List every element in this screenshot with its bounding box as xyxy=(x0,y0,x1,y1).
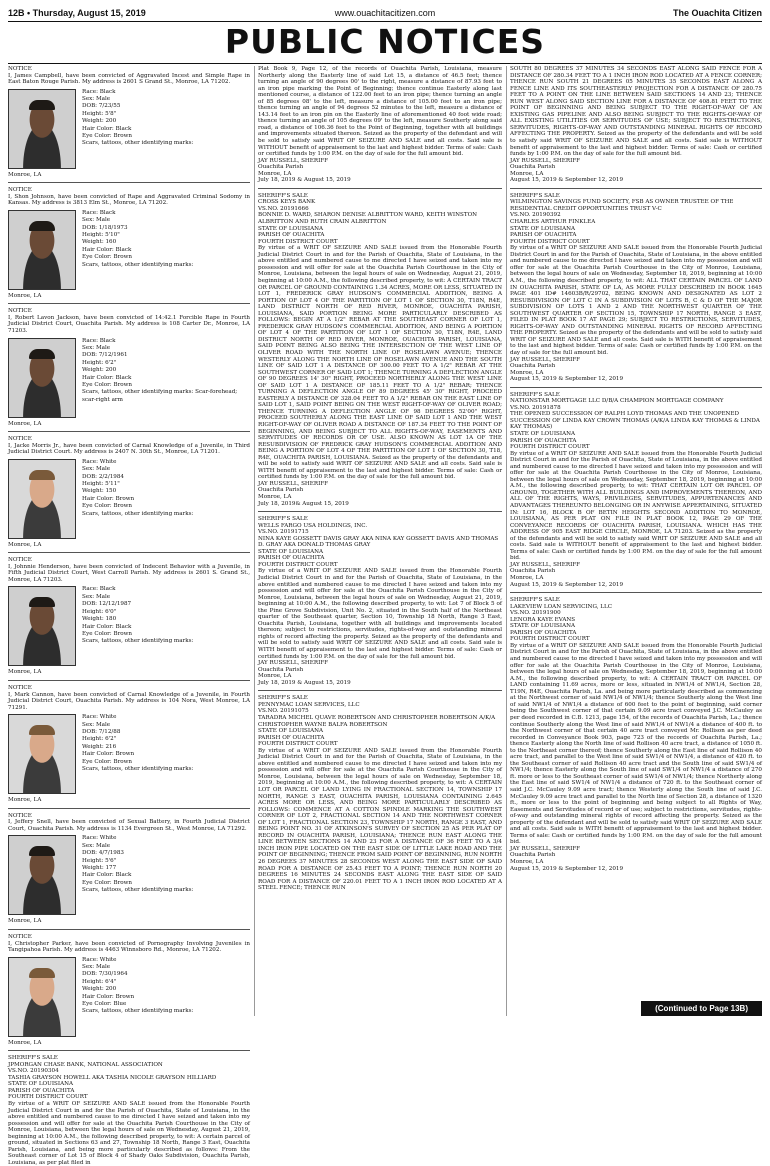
column-3 xyxy=(510,66,762,996)
attribute-line: Eye Color: Brown xyxy=(82,630,133,637)
sale-body: By virtue of a WRIT OF SEIZURE AND SALE issued from the Honorable Fourth Judicial District Court in and for the Parish of Ouachita, State of Louisiana, in the above entitled and numbered cause to me directed I have seized and taken into my possession and will offer for sale at the Ouachita Parish Courthouse in the City of Monroe, Louisiana, between the legal hours of sale on Wednesday, August 21, 2019, beginning at 10:00 A.M., the following described property, to wit: Lot 7 of Block 5 of the Pine Grove Subdivision, Unit No. 2, situated in the South half of the Northeast quarter of the Southeast quarter, Section 10, Township 18 North, Range 3 East, Ouachita Parish, Louisiana, together with all buildings and improvements located thereon; subject to restrictions, servitudes, rights-of-way and outstanding mineral rights of record affecting the property. Seized as the property of the defendants and will be sold to satisfy said WRIT OF SEIZURE AND SALE and all costs. Said sale is WITH benefit of appraisement to the last and highest bidder. Terms of sale: Cash or certified funds by 1:00 P.M. on the day of sale for the full amount bid. xyxy=(258,568,502,660)
sale-heading-line: STATE OF LOUISIANA xyxy=(510,225,576,232)
divider xyxy=(510,592,762,593)
signature-line: Monroe, LA xyxy=(510,575,544,582)
sale-heading-line: STATE OF LOUISIANA xyxy=(510,430,576,437)
sale-body: SOUTH 80 DEGREES 37 MINUTES 34 SECONDS EAST ALONG SAID FENCE FOR A DISTANCE OF 280.34 FEET TO A 1 INCH IRON ROD LOCATED AT A FENCE CORNER; THENCE RUN SOUTH 21 DEGREES 05 MINUTES 35 SECONDS EAST ALONG A FENCE LINE AND ITS SOUTHEASTERLY PROJECTION FOR A DISTANCE OF 280.75 FEET TO A POINT ON THE LINE BETWEEN SAID SECTIONS 14 AND 23; THENCE RUN WEST ALONG SAID SECTION LINE FOR A DISTANCE OF 408.81 FEET TO THE POINT OF BEGINNING AND BEING SUBJECT TO THE RIGHT-OF-WAY OF AN EXISTING GAS PIPELINE AND ALSO BEING SUBJECT TO THE RIGHTS-OF-WAY OF ALL EXISTING UTILITIES OR SERVITUDES OF USE; SUBJECT TO RESTRICTIONS, SERVITUDES, RIGHTS-OF-WAY AND OUTSTANDING MINERAL RIGHTS OF RECORD AFFECTING THE PROPERTY. Seized as the property of the defendants and will be sold to satisfy said WRIT OF SEIZURE AND SALE and all costs. Said sale is WITHOUT benefit of appraisement to the last and highest bidder. Terms of sale: Cash or certified funds by 1:00 P.M. on the day of sale for the full amount bid. xyxy=(510,66,762,158)
sale-heading-line: SHERIFF'S SALE xyxy=(258,516,308,523)
sale-heading-line: VS.NO. 20190392 xyxy=(510,212,561,219)
sale-heading-line: VS.NO. 20191075 xyxy=(258,708,309,715)
offender-photo xyxy=(8,89,76,169)
notice-text: I, Christopher Parker, have been convicted of Pornography Involving Juveniles in Tangipahoa Parish. My address is 4463 Winnsboro Rd., Monroe, LA 71202. xyxy=(8,940,250,954)
attribute-line: Weight: 180 xyxy=(82,616,117,623)
sale-heading-line: TASHIA GRAYSON HOWELL AKA TASHIA NICOLE GRAYSON HILLIARD xyxy=(8,1074,217,1081)
signature-line: JAY RUSSELL, SHERIFF xyxy=(510,157,581,164)
attribute-line: Race: Black xyxy=(82,337,116,344)
attribute-line: Eye Color: Brown xyxy=(82,254,133,261)
sale-heading-line: VS.NO. 20191900 xyxy=(510,610,561,617)
offender-notice xyxy=(8,685,250,804)
signature-line: Monroe, LA xyxy=(510,858,544,865)
attribute-line: Scars, tattoos, other identifying marks: xyxy=(82,887,194,894)
offender-description xyxy=(8,835,250,915)
sale-heading-line: LAKEVIEW LOAN SERVICING, LLC xyxy=(510,603,612,610)
sale-heading-line: STATE OF LOUISIANA xyxy=(258,225,324,232)
offender-photo xyxy=(8,714,76,794)
continued-label: (Continued to Page 13B) xyxy=(641,1001,762,1016)
attribute-line: Eye Color: Brown xyxy=(82,133,133,140)
offender-description xyxy=(8,338,250,418)
attribute-line: Height: 5'8" xyxy=(82,110,117,117)
divider xyxy=(8,182,250,183)
signature-line: JAY RUSSELL, SHERIFF xyxy=(510,356,581,363)
offender-location: Monroe, LA xyxy=(8,171,42,178)
signature-line: Ouachita Parish xyxy=(510,852,556,859)
sale-heading-line: SHERIFF'S SALE xyxy=(258,695,308,702)
photo-hair xyxy=(29,470,55,480)
attribute-line: Weight: 150 xyxy=(82,488,117,495)
attribute-line: Height: 6'4" xyxy=(82,978,117,985)
offender-attributes xyxy=(82,957,193,1037)
sale-heading-line: VS.NO. 20191666 xyxy=(258,205,309,212)
attribute-line: Race: White xyxy=(82,458,117,465)
divider xyxy=(258,188,502,189)
sale-heading-line: SHERIFF'S SALE xyxy=(510,597,560,604)
notice-heading: NOTICE xyxy=(8,436,32,443)
signature-line: August 15, 2019 & September 12, 2019 xyxy=(510,581,624,588)
photo-hair xyxy=(29,725,55,735)
sale-heading-line: PARISH OF OUACHITA xyxy=(510,629,577,636)
attribute-line: Sex: Male xyxy=(82,721,111,728)
divider xyxy=(8,431,250,432)
sale-heading-line: STATE OF LOUISIANA xyxy=(510,623,576,630)
attribute-line: Height: 6'0" xyxy=(82,608,117,615)
sale-heading-line: PARISH OF OUACHITA xyxy=(510,232,577,239)
notice-heading: NOTICE xyxy=(8,187,32,194)
attribute-line: Weight: 200 xyxy=(82,118,117,125)
attribute-line: DOB: 7/30/1964 xyxy=(82,971,128,978)
sale-heading-line: VS.NO. 20191715 xyxy=(258,529,309,536)
sale-heading-line: VS.NO. 20190304 xyxy=(8,1068,59,1075)
attribute-line: Race: White xyxy=(82,956,117,963)
offender-notice xyxy=(8,187,250,299)
notice-text: I, Johnnie Henderson, have been convicted of Indecent Behavior with a Juvenile, in Fifth Judicial District Court, West Carroll Parish. My address is 2601 S. Grand St., Monroe, LA 71203. xyxy=(8,563,250,583)
attribute-line: Sex: Male xyxy=(82,842,111,849)
sale-heading-line: SHERIFF'S SALE xyxy=(8,1055,58,1062)
notice-heading: NOTICE xyxy=(8,66,32,72)
offender-location: Monroe, LA xyxy=(8,797,42,804)
signature-line: Ouachita Parish xyxy=(510,568,556,575)
divider xyxy=(510,387,762,388)
divider xyxy=(8,552,250,553)
sale-body: By virtue of a WRIT OF SEIZURE AND SALE issued from the Honorable Fourth Judicial District Court in and for the Parish of Ouachita, State of Louisiana, in the above entitled and numbered cause to me directed I have seized and taken into my possession and will offer for sale at the Ouachita Parish Courthouse in the City of Monroe, Louisiana, between the legal hours of sale on Wednesday, September 18, 2019, beginning at 10:00 A.M., the following described property, to wit: THAT CERTAIN LOT OR PARCEL OF GROUND, TOGETHER WITH ALL BUILDINGS AND IMPROVEMENTS THEREON, AND ALL OF THE RIGHTS, WAYS, PRIVILEGES, SERVITUDES, APPURTENANCES AND ADVANTAGES THEREUNTO BELONGING OR IN ANYWISE APPERTAINING, SITUATED IN: LOT 16, BLOCK B OF BETIN HEIGHTS SECOND ADDITION TO MONROE, LOUISIANA, AS PER PLAT ON FILE IN PLAT BOOK 12, PAGE 29 OF THE CONVEYANCE RECORDS OF OUACHITA PARISH, LOUISIANA. WHICH HAS THE ADDRESS OF 905 EAST RIDGE CIRCLE, MONROE, LA 71203. Seized as the property of the defendants and will be sold to satisfy said WRIT OF SEIZURE AND SALE and all costs. Said sale is WITHOUT benefit of appraisement to the last and highest bidder. Terms of sale: Cash or certified funds by 1:00 P.M. on the day of sale for the full amount bid. xyxy=(510,450,762,562)
signature-line: JAY RUSSELL, SHERIFF xyxy=(510,561,581,568)
attribute-line: Race: Black xyxy=(82,586,116,593)
offender-location: Monroe, LA xyxy=(8,918,42,925)
notice-text: I, James Campbell, have been convicted of Aggravated Incest and Simple Rape in East Baton Rouge Parish. My address is 2601 S Grand St., Monroe, LA 71202. xyxy=(8,72,250,86)
offender-attributes xyxy=(82,89,193,169)
offender-notice xyxy=(8,308,250,427)
offender-location: Monroe, LA xyxy=(8,541,42,548)
attribute-line: Hair Color: Black xyxy=(82,623,132,630)
notice-heading: NOTICE xyxy=(8,812,32,819)
sheriff-sale-notice xyxy=(258,66,502,184)
signature-line: JAY RUSSELL, SHERIFF xyxy=(258,480,329,487)
divider xyxy=(510,188,762,189)
notice-heading: NOTICE xyxy=(8,685,32,692)
offender-photo xyxy=(8,586,76,666)
signature-line: August 15, 2019 & September 12, 2019 xyxy=(510,177,624,184)
offender-photo xyxy=(8,459,76,539)
offender-description xyxy=(8,89,250,169)
sale-heading-line: FOURTH DISTRICT COURT xyxy=(258,741,338,748)
sale-heading xyxy=(8,1055,250,1101)
attribute-line: Scars, tattoos, other identifying marks: xyxy=(82,261,194,268)
attribute-line: Eye Color: Brown xyxy=(82,382,133,388)
sale-heading-line: CHARLES ARTHUR FINKLEA xyxy=(510,219,596,226)
attribute-line: Height: 6'2" xyxy=(82,359,117,366)
attribute-line: Race: White xyxy=(82,714,117,721)
attribute-line: Hair Color: Black xyxy=(82,246,132,253)
signature-line: Monroe, LA xyxy=(510,369,544,376)
attribute-line: Weight: 200 xyxy=(82,367,117,374)
offender-notice xyxy=(8,934,250,1046)
sheriff-sale-notice xyxy=(510,193,762,383)
sale-heading-line: STATE OF LOUISIANA xyxy=(258,728,324,735)
offender-photo xyxy=(8,210,76,290)
sale-heading-line: FOURTH DISTRICT COURT xyxy=(258,238,338,245)
column-divider xyxy=(506,66,507,1016)
notice-text: I, Jeffery Snell, have been convicted of Sexual Battery, in Fourth Judicial District Court, Ouachita Parish. My address is 1134 Evergreen St., West Monroe, LA 71292. xyxy=(8,819,250,832)
attribute-line: Scars, tattoos, other identifying marks: xyxy=(82,638,194,645)
sheriff-sale-notice xyxy=(8,1055,250,1166)
signature-line: Monroe, LA xyxy=(258,170,292,177)
divider xyxy=(8,808,250,809)
newspaper-name: The Ouachita Citizen xyxy=(672,8,762,18)
sale-heading-line: STATE OF LOUISIANA xyxy=(258,548,324,555)
divider xyxy=(258,511,502,512)
divider xyxy=(258,690,502,691)
attribute-line: Weight: 216 xyxy=(82,743,117,750)
signature-line: JAY RUSSELL, SHERIFF xyxy=(510,845,581,852)
page-title: PUBLIC NOTICES xyxy=(224,22,546,61)
offender-description xyxy=(8,459,250,539)
divider xyxy=(8,680,250,681)
column-1 xyxy=(8,66,250,1166)
signature-line: Monroe, LA xyxy=(510,170,544,177)
sale-heading-line: THE OPENED SUCCESSION OF RALPH LOYD THOMAS AND THE UNOPENED SUCCESSION OF LINDA KAY CROWN THOMAS (A/K/A LINDA KAY THOMAS & LINDA KAY THOMAS) xyxy=(510,411,760,431)
signature-line: July 18, 2019 & August 15, 2019 xyxy=(258,679,351,686)
offender-location: Monroe, LA xyxy=(8,420,42,427)
offender-notices xyxy=(8,66,250,1046)
sale-body: By virtue of a WRIT OF SEIZURE AND SALE issued from the Honorable Fourth Judicial District Court in and for the Parish of Ouachita, State of Louisiana, in the above entitled and numbered cause to me directed I have seized and taken into my possession and will offer for sale at the Ouachita Parish Courthouse in the City of Monroe, Louisiana, between the legal hours of sale on Wednesday, September 18, 2019, beginning at 10:00 A.M., the following described property, to wit: A CERTAIN TRACT OR PARCEL OF LAND containing 11.69 acres, more or less, situated in NW1/4 of NW1/4, Section 28, T19N, R4E, Ouachita Parish, La. and being more particularly described as commencing at the Northwest corner of said NW1/4 of NW1/4; thence Southerly along the West line of said NW1/4 of NW1/4 a distance of 600 feet to the point of beginning, said corner being the Southwest corner of that certain 9.09 acre tract conveyed J.C. McCauley as per deed recorded in C.B. 1213, page 154, of the records of Ouachita Parish, La.; thence continue Southerly along the West line of said NW1/4 of NW1/4 a distance of 400 ft. to the Northwest corner of that certain 40 acre tract conveyed Mr. Rollison as per deed recorded in Conveyance Book 903, page 723 of the records of Ouachita Parish, La.; thence Easterly along the North line of said Rollison 40 acre tract, a distance of 1050 ft. to the Northeast corner thereof; thence Southerly along the East line of said Rollison 40 acre tract, and parallel to the West line of said SW1/4 of NW1/4, a distance of 420 ft. to the Southeast corner of said Rollison 40 acre tract and the South line of said SW1/4 of NW1/4; thence Easterly along the South line of said SW1/4 of NW1/4 a distance of 270 ft. more or less to the Southeast corner of said SW1/4 of NW1/4; thence Northerly along the East line of said SW1/4 of NW1/4 a distance of 720 ft. to the Southeast corner of said J.C. McCauley 9.09 acre tract; thence Westerly along the South line of said J.C. McCauley 9.09 acre tract and parallel to the North line of Section 28, a distance of 1320 ft., more or less to the point of beginning and being subject to all Rights of Way, Easements and Servitudes of record or of use; subject to restrictions, servitudes, rights-of-way and outstanding mineral rights of record affecting the property. Seized as the property of the defendant and will be sold to satisfy said WRIT OF SEIZURE AND SALE and all costs. Said sale is WITH benefit of appraisement to the last and highest bidder. Terms of sale: Cash or certified funds by 1:00 P.M. on the day of sale for the full amount bid. xyxy=(510,642,763,846)
attribute-line: Eye Color: Brown xyxy=(82,758,133,765)
title-rule xyxy=(8,63,762,64)
sale-heading-line: BONNIE D. WARD, SHARON DENISE ALBRITTON WARD, KEITH WINSTON ALBRITTON AND RUTH CRAIN ALBRITTON xyxy=(258,212,478,226)
offender-attributes xyxy=(82,338,250,418)
page-number-date: 12B • Thursday, August 15, 2019 xyxy=(8,8,146,18)
signature-line: August 15, 2019 & September 12, 2019 xyxy=(510,376,624,383)
signature-line: JAY RUSSELL, SHERIFF xyxy=(258,660,329,667)
attribute-line: Race: White xyxy=(82,835,117,842)
signature-line: JAY RUSSELL, SHERIFF xyxy=(258,157,329,164)
sale-heading-line: FOURTH DISTRICT COURT xyxy=(8,1094,88,1101)
sale-heading-line: CROSS KEYS BANK xyxy=(258,199,316,206)
offender-notice xyxy=(8,557,250,676)
photo-hair xyxy=(29,221,55,231)
attribute-line: DOB: 7/12/88 xyxy=(82,729,121,736)
attribute-line: Scars, tattoos, other identifying marks: Scar-forehead; scar-right arm xyxy=(82,389,238,403)
sale-heading-line: NATIONSTAR MORTGAGE LLC D/B/A CHAMPION MORTGAGE COMPANY xyxy=(510,398,724,405)
sale-heading-line: FOURTH DISTRICT COURT xyxy=(510,238,590,245)
page-header xyxy=(8,8,762,22)
sheriff-sale-notice xyxy=(510,597,762,872)
sale-body: Plat Book 9, Page 12, of the records of Ouachita Parish, Louisiana, measure Northerly along the Easterly line of said Lot 15, a distance of 46.5 feet; thence turning an angle of 90 degrees 00' to the right, measure a distance of 87.93 feet to an iron pipe marking the Point of Beginning; thence continue Easterly along last mentioned course, a distance of 122.00 feet to an iron pipe; thence turning an angle of 85 degrees 08' to the left, measure a distance of 105.00 feet to an iron pipe; thence turning an angle of 94 degrees 52 minutes to the left, measure a distance of 143.14 feet to an iron pin on the Easterly line of aforementioned 40 foot wide road; thence turning an angle of 105 degrees 09' to the left, measure Southerly along said road, a distance of 106.36 feet to the Point of Beginning, together with all buildings and improvements situated thereon. Seized as the property of the defendant and will be sold to satisfy said WRIT OF SEIZURE AND SALE and all costs. Said sale is WITHOUT benefit of appraisement to the last and highest bidder. Terms of sale: Cash or certified funds by 1:00 P.M. on the day of sale for the full amount bid. xyxy=(258,66,502,158)
offender-photo xyxy=(8,338,76,418)
offender-photo xyxy=(8,957,76,1037)
sale-heading-line: SHERIFF'S SALE xyxy=(510,192,560,199)
attribute-line: DOB: 7/12/1961 xyxy=(82,352,128,359)
attribute-line: Sex: Male xyxy=(82,96,111,103)
attribute-line: Eye Color: Blue xyxy=(82,1001,127,1008)
sale-heading-line: SHERIFF'S SALE xyxy=(510,391,560,398)
attribute-line: Height: 5'6" xyxy=(82,857,117,864)
signature-line: August 15, 2019 & September 12, 2019 xyxy=(510,865,624,872)
signature-line: Ouachita Parish xyxy=(258,487,304,494)
attribute-line: DOB: 1/18/1973 xyxy=(82,224,128,231)
photo-hair xyxy=(29,968,55,978)
attribute-line: Sex: Male xyxy=(82,344,111,351)
attribute-line: Scars, tattoos, other identifying marks: xyxy=(82,766,194,773)
attribute-line: Scars, tattoos, other identifying marks: xyxy=(82,1008,194,1015)
sale-heading-line: NINA KAYE GOSSETT DAVIS GRAY AKA NINA KAY GOSSETT DAVIS AND THOMAS D. GRAY AKA DONALD THOMAS GRAY xyxy=(258,535,499,549)
attribute-line: DOB: 7/23/55 xyxy=(82,103,121,110)
sale-heading-line: FOURTH DISTRICT COURT xyxy=(510,444,590,451)
notice-heading: NOTICE xyxy=(8,308,32,315)
offender-attributes xyxy=(82,459,193,539)
sale-heading-line: PARISH OF OUACHITA xyxy=(258,734,325,741)
attribute-line: Sex: Male xyxy=(82,593,111,600)
divider xyxy=(8,303,250,304)
sheriff-sale-notice xyxy=(258,516,502,686)
sale-heading-line: JPMORGAN CHASE BANK, NATIONAL ASSOCIATION xyxy=(8,1061,163,1068)
attribute-line: Weight: 160 xyxy=(82,239,117,246)
attribute-line: Hair Color: Black xyxy=(82,872,132,879)
notice-text: I, Jacke Morris Jr., have been convicted of Carnal Knowledge of a Juvenile, in Third Judicial District Court. My address is 2407 N. 30th St., Monroe, LA 71201. xyxy=(8,442,250,456)
sale-heading-line: TARADRA MICHEL QUAVE ROBERTSON AND CHRISTOPHER ROBERTSON A/K/A CHRISTOPHER WAYNE BALFA ROBERTSON xyxy=(258,714,496,728)
offender-location: Monroe, LA xyxy=(8,292,42,299)
sale-body: By virtue of a WRIT OF SEIZURE AND SALE issued from the Honorable Fourth Judicial District Court in and for the Parish of Ouachita, State of Louisiana, in the above entitled and numbered cause to me directed I have seized and taken into my possession and will offer for sale at the Ouachita Parish Courthouse in the City of Monroe, Louisiana, between the legal hours of sale on Wednesday, August 21, 2019, beginning at 10:00 A.M., the following described property, to wit: A certain parcel of ground, situated in Sections 63 and 27, Township 18 North, Range 3 East, Ouachita Parish, Louisiana, and being more particularly described as follows: From the Southeast corner of Lot 15 of Block 4 of Shady Oaks Subdivision, Ouachita Parish, Louisiana, as per plat filed in xyxy=(8,1100,250,1166)
offender-notice xyxy=(8,66,250,178)
column-divider xyxy=(254,66,255,1016)
offender-attributes xyxy=(82,586,193,666)
sheriff-sale-notice xyxy=(258,193,502,507)
sale-body: By virtue of a WRIT OF SEIZURE AND SALE issued from the Honorable Fourth Judicial District Court in and for the Parish of Ouachita, State of Louisiana, in the above entitled and numbered cause to me directed I have seized and taken into my possession and will offer for sale at the Ouachita Parish Courthouse in the City of Monroe, Louisiana, between the legal hours of sale on Wednesday, September 18, 2019, beginning at 10:00 A.M., the following described property, to wit: A CERTAIN LOT OR PARCEL OF LAND LYING IN FRACTIONAL SECTION 14, TOWNSHIP 17 NORTH, RANGE 3 EAST, OUACHITA PARISH, LOUISIANA CONTAINING 2.645 ACRES MORE OR LESS, AND BEING MORE PARTICULARLY DESCRIBED AS FOLLOWS: COMMENCE AT A COTTON SPINDLE MARKING THE SOUTHWEST CORNER OF LOT 2, FRACTIONAL SECTION 14 AND THE NORTHWEST CORNER OF LOT 1, FRACTIONAL SECTION 23, TOWNSHIP 17 NORTH, RANGE 3 EAST, AND BEING POINT NO. 31 OF ATKINSON'S SURVEY OF SECTION 25 AS PER PLAT OF RECORD IN OUACHITA PARISH, LOUISIANA; THENCE RUN EAST ALONG THE LINE BETWEEN SECTIONS 14 AND 23 FOR A DISTANCE OF 36 FEET TO A 3/4 INCH IRON PIPE LOCATED ON THE EAST SIDE OF LITTLE LAKE ROAD AND THE POINT OF BEGINNING; THENCE FROM SAID POINT OF BEGINNING, RUN NORTH 26 DEGREES 37 MINUTES 28 SECONDS WEST ALONG THE EAST SIDE OF SAID ROAD FOR A DISTANCE OF 25.43 FEET TO A POINT; THENCE RUN NORTH 20 DEGREES 16 MINUTES 24 SECONDS EAST ALONG THE EAST SIDE OF SAID ROAD FOR A DISTANCE OF 220.01 FEET TO A 1 INCH IRON ROD LOCATED AT A STEEL FENCE; THENCE RUN xyxy=(258,747,502,892)
attribute-line: Hair Color: Black xyxy=(82,374,132,381)
photo-hair xyxy=(29,100,55,110)
attribute-line: Race: Black xyxy=(82,209,116,216)
offender-location: Monroe, LA xyxy=(8,669,42,676)
sale-heading-line: STATE OF LOUISIANA xyxy=(8,1081,74,1088)
signature-line: Ouachita Parish xyxy=(258,666,304,673)
sale-body: By virtue of a WRIT OF SEIZURE AND SALE issued from the Honorable Fourth Judicial District Court in and for the Parish of Ouachita, State of Louisiana, in the above entitled and numbered cause to me directed I have seized and taken into my possession and will offer for sale at the Ouachita Parish Courthouse in the City of Monroe, Louisiana, between the legal hours of sale on Wednesday, August 21, 2019, beginning at 10:00 A.M., the following described property, to wit: A CERTAIN TRACT OR PARCEL OF GROUND CONTAINING 1.34 ACRES, MORE OR LESS, SITUATED IN LOT 1, FREDERICK GRAY HUDSON'S COMMERCIAL ADDITION, BEING A PORTION OF LOT 4 OF THE PARTITION OF LOT 1 OF SECTION 30, T18N, R4E, LAND DISTRICT NORTH OF RED RIVER, MONROE, OUACHITA PARISH, LOUISIANA, SAID PORTION BEING MORE PARTICULARLY DESCRIBED AS FOLLOWS: BEGIN AT A 1/2" REBAR AT THE SOUTHEAST CORNER OF LOT 1, FREDERICK GRAY HUDSON'S COMMERCIAL ADDITION, AND BEING A PORTION OF LOT 4 OF THE PARTITION OF LOT 1 OF SECTION 30, T18N, R4E, LAND DISTRICT NORTH OF RED RIVER, MONROE, OUACHITA PARISH, LOUISIANA, SAID POINT BEING ALSO BEING THE INTERSECTION OF THE WEST LINE OF OLIVER ROAD WITH THE NORTH LINE OF ROSELAWN AVENUE; THENCE WESTERLY ALONG THE NORTH LINE OF ROSELAWN AVENUE AND THE SOUTH LINE OF SAID LOT 1 A DISTANCE OF 300.00 FEET TO A 1/2" REBAR AT THE SOUTHWEST CORNER OF SAID LOT 1; THENCE TURNING A DEFLECTION ANGLE OF 90 DEGREES 14' 30" RIGHT, PROCEED NORTHERLY ALONG THE WEST LINE OF SAID LOT 1 A DISTANCE OF 185.11 FEET TO A 1/2" REBAR; THENCE TURNING A DEFLECTION ANGLE OF 89 DEGREES 45' 30" RIGHT, PROCEED EASTERLY A DISTANCE OF 328.04 FEET TO A 1/2" REBAR ON THE EAST LINE OF SAID LOT 1, SAID POINT BEING ON THE WEST RIGHT-OF-WAY OF OLIVER ROAD; THENCE TURNING A DEFLECTION ANGLE OF 98 DEGREES 52'00" RIGHT, PROCEED SOUTHERLY ALONG THE EAST LINE OF SAID LOT 1 AND THE WEST RIGHT-OF-WAY OF OLIVER ROAD A DISTANCE OF 187.34 FEET TO THE POINT OF BEGINNING, AND BEING SUBJECT TO ALL RIGHTS-OF-WAY, EASEMENTS AND SERVITUDES OF RECORDS OR OF USE. ALSO KNOWN AS LOT 1A OF THE RESUBDIVISION OF FREDRICK GRAY HUDSON'S COMMERCIAL ADDITION AND BEING A PORTION OF LOT 4 OF THE PARTITION OF LOT 1 OF SECTION 30, T18, R4E, OUACHITA PARISH, LOUISIANA. Seized as the property of the defendants and will be sold to satisfy said WRIT OF SEIZURE AND SALE and all costs. Said sale is WITH benefit of appraisement to the last and highest bidder. Terms of sale: Cash or certified funds by 1:00 P.M. on the day of sale for the full amount bid. xyxy=(258,245,502,481)
attribute-line: Hair Color: Brown xyxy=(82,993,135,1000)
attribute-line: Scars, tattoos, other identifying marks: xyxy=(82,140,194,147)
attribute-line: Hair Color: Brown xyxy=(82,495,135,502)
sale-heading-line: VS.NO. 20191878 xyxy=(510,404,561,411)
signature-line: July 18, 2019 & August 15, 2019 xyxy=(258,177,351,184)
signature-line: Ouachita Parish xyxy=(510,363,556,370)
attribute-line: Sex: Male xyxy=(82,964,111,970)
offender-description xyxy=(8,210,250,290)
sale-body: By virtue of a WRIT OF SEIZURE AND SALE issued from the Honorable Fourth Judicial District Court in and for the Parish of Ouachita, State of Louisiana, in the above entitled and numbered cause to me directed I have seized and taken into my possession and will offer for sale at the Ouachita Parish Courthouse in the City of Monroe, Louisiana, between the legal hours of sale on Wednesday, September 18, 2019, beginning at 10:00 A.M., the following described property, to wit: ALL THAT CERTAIN PARCEL OF LAND IN OUACHITA PARISH, STATE OF LA, AS MORE FULLY DESCRIBED IN BOOK 1645 PAGE 401 ID# 14603B/R/29702, BEING KNOWN AND DESIGNATED AS LOT 2 RESUBDIVISION OF LOT C IN A SUBDIVISION OF LOTS B, C & D OF THE MAJOR SUBDIVISION OF LOTS 1 AND 2 AND THE NORTHWEST QUARTER OF THE SOUTHWEST QUARTER OF SECTION 15, TOWNSHIP 17 NORTH, RANGE 3 EAST, FILED IN PLAT BOOK 17 AT PAGE 29; SUBJECT TO RESTRICTIONS, SERVITUDES, RIGHTS-OF-WAY AND OUTSTANDING MINERAL RIGHTS OF RECORD AFFECTING THE PROPERTY. Seized as the property of the defendants and will be sold to satisfy said WRIT OF SEIZURE AND SALE and all costs. Said sale is WITH benefit of appraisement to the last and highest bidder. Terms of sale: Cash or certified funds by 1:00 P.M. on the day of sale for the full amount bid. xyxy=(510,245,762,356)
offender-notice xyxy=(8,813,250,925)
signature-line: Ouachita Parish xyxy=(258,164,304,171)
offender-location: Monroe, LA xyxy=(8,1039,42,1046)
attribute-line: Hair Color: Black xyxy=(82,125,132,132)
attribute-line: DOB: 4/7/1983 xyxy=(82,850,124,857)
sale-heading-line: WILMINGTON SAVINGS FUND SOCIETY, FSB AS OWNER TRUSTEE OF THE RESIDENTIAL CREDIT OPPORTUNITIES TRUST V-C xyxy=(510,199,734,212)
attribute-line: DOB: 2/2/1984 xyxy=(82,473,124,480)
divider xyxy=(8,929,250,930)
sale-heading-line: PENNYMAC LOAN SERVICES, LLC xyxy=(258,701,360,708)
sale-heading-line: FOURTH DISTRICT COURT xyxy=(258,561,338,568)
website-url: www.ouachitacitizen.com xyxy=(334,8,436,18)
attribute-line: Height: 6'2" xyxy=(82,736,117,743)
notice-heading: NOTICE xyxy=(8,933,32,940)
offender-attributes xyxy=(82,714,193,794)
photo-hair xyxy=(29,597,55,607)
attribute-line: Sex: Male xyxy=(82,466,111,473)
sale-heading-line: LENORA KAYE EVANS xyxy=(510,616,576,623)
sale-heading-line: FOURTH DISTRICT COURT xyxy=(510,636,590,643)
sheriff-sale-notice xyxy=(510,392,762,588)
attribute-line: Height: 5'10" xyxy=(82,232,120,239)
sale-heading-line: WELLS FARGO USA HOLDINGS, INC. xyxy=(258,522,368,529)
sheriff-sale-notice xyxy=(258,695,502,891)
offender-photo xyxy=(8,835,76,915)
attribute-line: Hair Color: Brown xyxy=(82,751,135,758)
signature-line: Monroe, LA xyxy=(258,673,292,680)
signature-line: July 18, 2019& August 15, 2019 xyxy=(258,500,349,507)
attribute-line: Height: 5'11" xyxy=(82,480,120,487)
notice-text: I, Robert Lavon Jackson, have been convicted of 14:42.1 Forcible Rape in Fourth Judicial District Court, Ouachita Parish. My address is 108 Carter Dr., Monroe, LA 71203. xyxy=(8,314,250,335)
column-2 xyxy=(258,66,502,1016)
attribute-line: Eye Color: Brown xyxy=(82,879,133,886)
sale-heading-line: PARISH OF OUACHITA xyxy=(258,555,325,562)
offender-description xyxy=(8,714,250,794)
attribute-line: Weight: 177 xyxy=(82,865,117,872)
attribute-line: DOB: 12/12/1987 xyxy=(82,601,132,608)
sheriff-sale-notice xyxy=(510,66,762,184)
offender-notice xyxy=(8,436,250,548)
sale-heading-line: PARISH OF OUACHITA xyxy=(510,437,577,444)
photo-hair xyxy=(29,349,55,359)
attribute-line: Scars, tattoos, other identifying marks: xyxy=(82,510,194,517)
signature-line: Ouachita Parish xyxy=(510,164,556,171)
attribute-line: Eye Color: Brown xyxy=(82,503,133,510)
offender-attributes xyxy=(82,210,193,290)
attribute-line: Race: Black xyxy=(82,88,116,95)
sale-heading-line: PARISH OF OUACHITA xyxy=(258,232,325,239)
divider xyxy=(8,1050,250,1051)
attribute-line: Weight: 200 xyxy=(82,986,117,993)
notice-heading: NOTICE xyxy=(8,557,32,564)
offender-description xyxy=(8,586,250,666)
sale-heading-line: SHERIFF'S SALE xyxy=(258,192,308,199)
notice-text: I, Shon Johnson, have been convicted of Rape and Aggravated Criminal Sodomy in Kansas. My address is 3813 Elm St., Monroe, LA 71202. xyxy=(8,193,250,207)
sale-heading-line: PARISH OF OUACHITA xyxy=(8,1087,75,1094)
signature-line: Monroe, LA xyxy=(258,494,292,500)
offender-attributes xyxy=(82,835,193,915)
photo-hair xyxy=(29,846,55,856)
offender-description xyxy=(8,957,250,1037)
notice-text: I, Mark Cannon, have been convicted of Carnal Knowledge of a Juvenile, in Fourth Judicial District Court, Ouachita Parish. My address is 104 Nora, West Monroe, LA 71291. xyxy=(8,691,250,711)
attribute-line: Sex: Male xyxy=(82,217,111,224)
